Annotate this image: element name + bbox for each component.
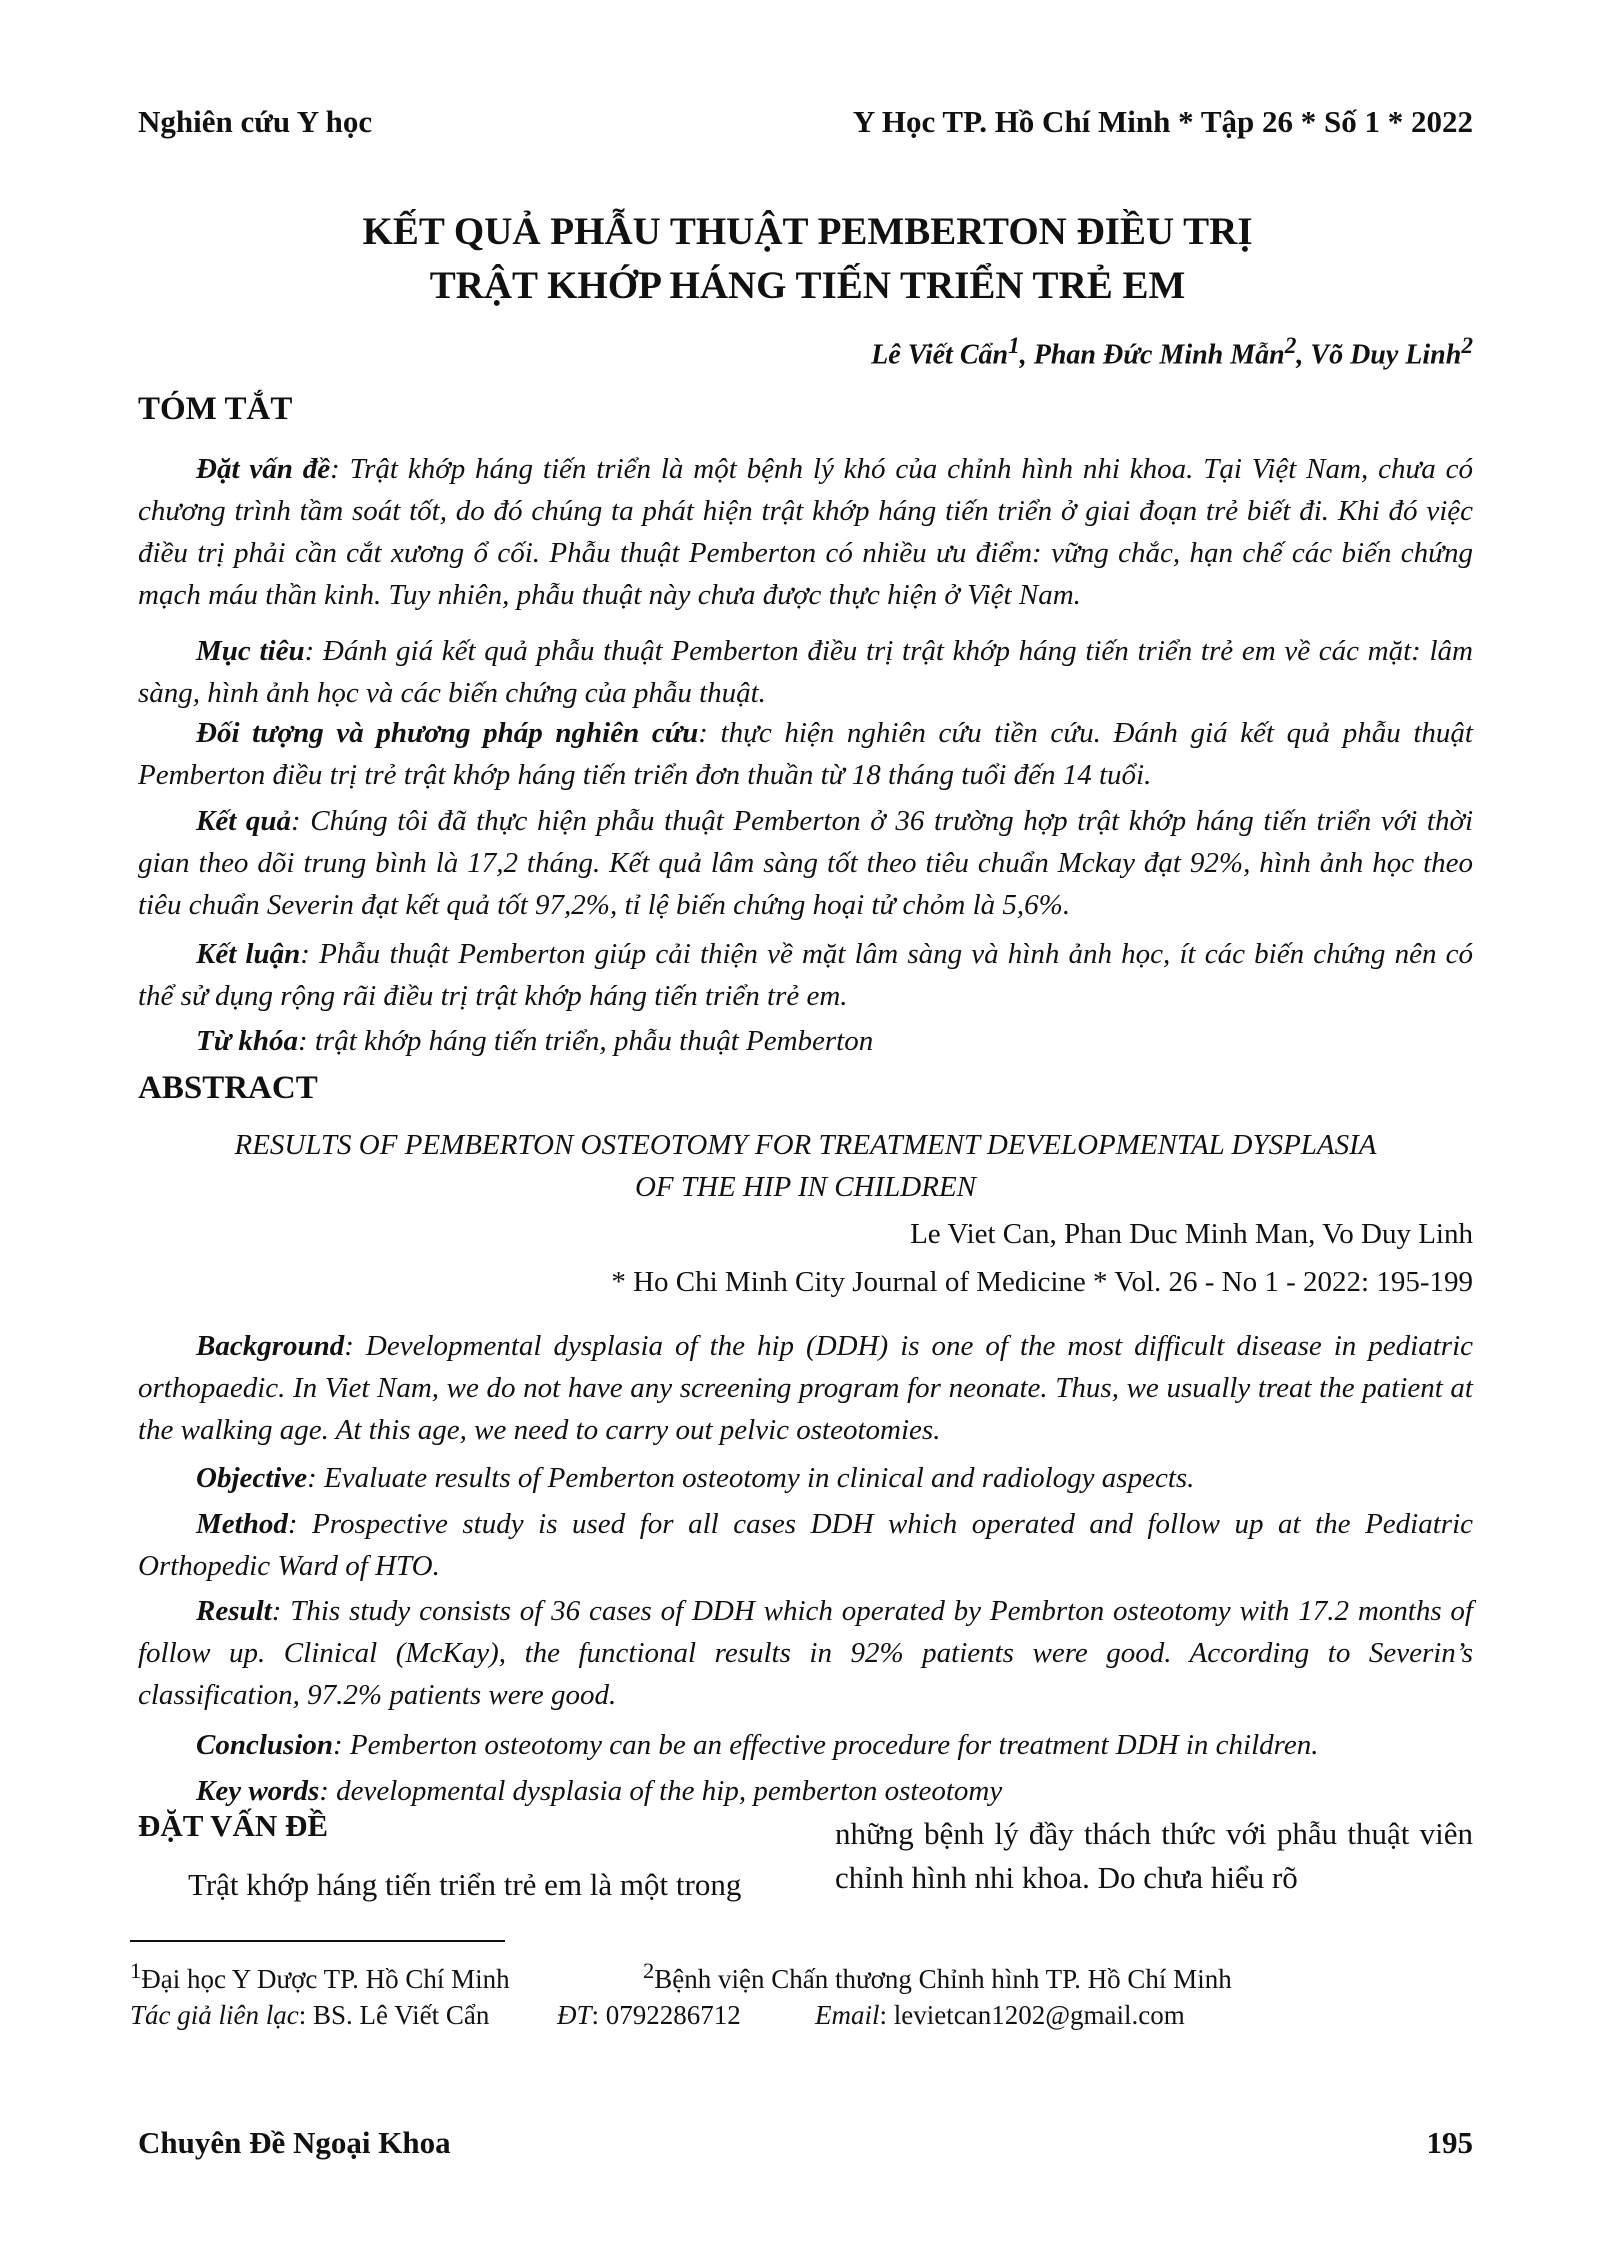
author-name: , Võ Duy Linh: [1296, 339, 1462, 371]
english-title-line-2: OF THE HIP IN CHILDREN: [634, 1171, 977, 1203]
para-label: Objective: [196, 1462, 308, 1494]
author-name: Lê Viết Cẩn: [871, 339, 1009, 371]
phone-value: : 0792286712: [591, 2000, 741, 2030]
abstract-background: [138, 1325, 1473, 1451]
contact-value: : BS. Lê Viết Cẩn: [298, 2000, 490, 2030]
summary-objective: [138, 630, 1473, 714]
title-line-2: TRẬT KHỚP HÁNG TIẾN TRIỂN TRẺ EM: [429, 264, 1186, 307]
para-label: Background: [196, 1330, 345, 1362]
para-label: Kết luận: [196, 938, 301, 970]
affiliation-text: Đại học Y Dược TP. Hồ Chí Minh: [141, 1964, 510, 1994]
para-text: : Phẫu thuật Pemberton giúp cải thiện về mặt lâm sàng và hình ảnh học, ít các biến chứng nên có thể sử dụng rộng rãi điều trị trật khớp háng tiến triển trẻ em.: [138, 938, 1473, 1012]
para-text: : This study consists of 36 cases of DDH which operated by Pembrton osteotomy with 17.2 months of follow up. Clinical (McKay), the functional results in 92% patients were good. According to Severin’s classification, 97.2% patients were good.: [138, 1595, 1473, 1711]
running-header-left: Nghiên cứu Y học: [138, 104, 373, 139]
abstract-objective: [138, 1457, 1473, 1499]
title-line-1: KẾT QUẢ PHẪU THUẬT PEMBERTON ĐIỀU TRỊ: [362, 210, 1253, 253]
article-title: [0, 205, 1615, 313]
para-text: : developmental dysplasia of the hip, pemberton osteotomy: [319, 1775, 1003, 1807]
summary-keywords: [138, 1020, 1473, 1062]
abstract-conclusion: [138, 1724, 1473, 1766]
email-label: Email: [815, 2000, 880, 2030]
contact-phone: [557, 2000, 741, 2031]
para-text: : Trật khớp háng tiến triển là một bệnh lý khó của chỉnh hình nhi khoa. Tại Việt Nam, chưa có chương trình tầm soát tốt, do đó chúng ta phát hiện trật khớp háng tiến triển ở giai đoạn trẻ biết đi. Khi đó việc điều trị phải cần cắt xương ổ cối. Phẫu thuật Pemberton có nhiều ưu điểm: vững chắc, hạn chế các biến chứng mạch máu thần kinh. Tuy nhiên, phẫu thuật này chưa được thực hiện ở Việt Nam.: [138, 453, 1473, 611]
section-heading-introduction: ĐẶT VẤN ĐỀ: [138, 1808, 329, 1843]
summary-background: [138, 448, 1473, 616]
para-text: : Prospective study is used for all cases DDH which operated and follow up at the Pediatric Orthopedic Ward of HTO.: [138, 1508, 1473, 1582]
para-label: Đối tượng và phương pháp nghiên cứu: [196, 717, 699, 749]
phone-label: ĐT: [557, 2000, 592, 2030]
email-value: : levietcan1202@gmail.com: [879, 2000, 1185, 2030]
affiliation-text: Bệnh viện Chấn thương Chỉnh hình TP. Hồ Chí Minh: [654, 1964, 1232, 1994]
para-label: Mục tiêu: [196, 635, 305, 667]
english-title-line-1: RESULTS OF PEMBERTON OSTEOTOMY FOR TREATMENT DEVELOPMENTAL DYSPLASIA: [234, 1129, 1377, 1161]
para-text: : Evaluate results of Pemberton osteotomy in clinical and radiology aspects.: [307, 1462, 1195, 1494]
para-text: : Chúng tôi đã thực hiện phẫu thuật Pemberton ở 36 trường hợp trật khớp háng tiến triển với thời gian theo dõi trung bình là 17,2 tháng. Kết quả lâm sàng tốt theo tiêu chuẩn Mckay đạt 92%, hình ảnh học theo tiêu chuẩn Severin đạt kết quả tốt 97,2%, tỉ lệ biến chứng hoại tử chỏm là 5,6%.: [138, 805, 1473, 921]
section-heading-abstract: ABSTRACT: [138, 1070, 318, 1106]
para-label: Từ khóa: [196, 1025, 298, 1057]
para-label: Key words: [196, 1775, 320, 1807]
abstract-keywords: [138, 1770, 1473, 1812]
para-text: : Pemberton osteotomy can be an effective procedure for treatment DDH in children.: [333, 1729, 1319, 1761]
affiliation-1: [130, 1958, 510, 1995]
english-title: [138, 1124, 1473, 1208]
para-label: Kết quả: [196, 805, 292, 837]
author-name: , Phan Đức Minh Mẫn: [1019, 339, 1285, 371]
contact-email: [815, 2000, 1185, 2031]
contact-label: Tác giả liên lạc: [130, 2000, 299, 2030]
author-list: [871, 333, 1473, 371]
english-authors: Le Viet Can, Phan Duc Minh Man, Vo Duy Linh: [910, 1218, 1473, 1250]
summary-results: [138, 800, 1473, 926]
abstract-method: [138, 1503, 1473, 1587]
affiliation-mark: 2: [643, 1958, 655, 1983]
running-header-right: Y Học TP. Hồ Chí Minh * Tập 26 * Số 1 * 2022: [852, 104, 1473, 139]
para-label: Conclusion: [196, 1729, 333, 1761]
affiliation-mark: 2: [1284, 333, 1297, 359]
intro-left-column-text: Trật khớp háng tiến triển trẻ em là một trong: [188, 1867, 742, 1902]
para-label: Method: [196, 1508, 288, 1540]
summary-methods: [138, 712, 1473, 796]
affiliation-mark: 1: [130, 1958, 142, 1983]
para-text: : trật khớp háng tiến triển, phẫu thuật Pemberton: [297, 1025, 874, 1057]
page-number: 195: [1426, 2125, 1473, 2160]
para-text: : thực hiện nghiên cứu tiền cứu. Đánh giá kết quả phẫu thuật Pemberton điều trị trẻ trật khớp háng tiến triển đơn thuần từ 18 tháng tuổi đến 14 tuổi.: [138, 717, 1473, 791]
intro-right-column-text: những bệnh lý đầy thách thức với phẫu thuật viên chỉnh hình nhi khoa. Do chưa hiểu rõ: [835, 1816, 1473, 1895]
footnote-divider: [130, 1940, 505, 1942]
section-heading-summary: TÓM TẮT: [138, 391, 293, 427]
summary-conclusion: [138, 933, 1473, 1017]
affiliation-mark: 1: [1008, 333, 1020, 359]
journal-citation: * Ho Chi Minh City Journal of Medicine * Vol. 26 - No 1 - 2022: 195-199: [611, 1266, 1473, 1298]
corresponding-author: [130, 2000, 489, 2031]
running-footer-left: Chuyên Đề Ngoại Khoa: [138, 2125, 451, 2160]
para-label: Đặt vấn đề: [196, 453, 331, 485]
abstract-result: [138, 1590, 1473, 1716]
para-label: Result: [196, 1595, 272, 1627]
affiliation-mark: 2: [1461, 333, 1473, 359]
affiliation-2: [643, 1958, 1232, 1995]
para-text: : Đánh giá kết quả phẫu thuật Pemberton điều trị trật khớp háng tiến triển trẻ em về các mặt: lâm sàng, hình ảnh học và các biến chứng của phẫu thuật.: [138, 635, 1474, 709]
para-text: : Developmental dysplasia of the hip (DDH) is one of the most difficult disease in pediatric orthopaedic. In Viet Nam, we do not have any screening program for neonate. Thus, we usually treat the patient at the walking age. At this age, we need to carry out pelvic osteotomies.: [138, 1330, 1473, 1446]
